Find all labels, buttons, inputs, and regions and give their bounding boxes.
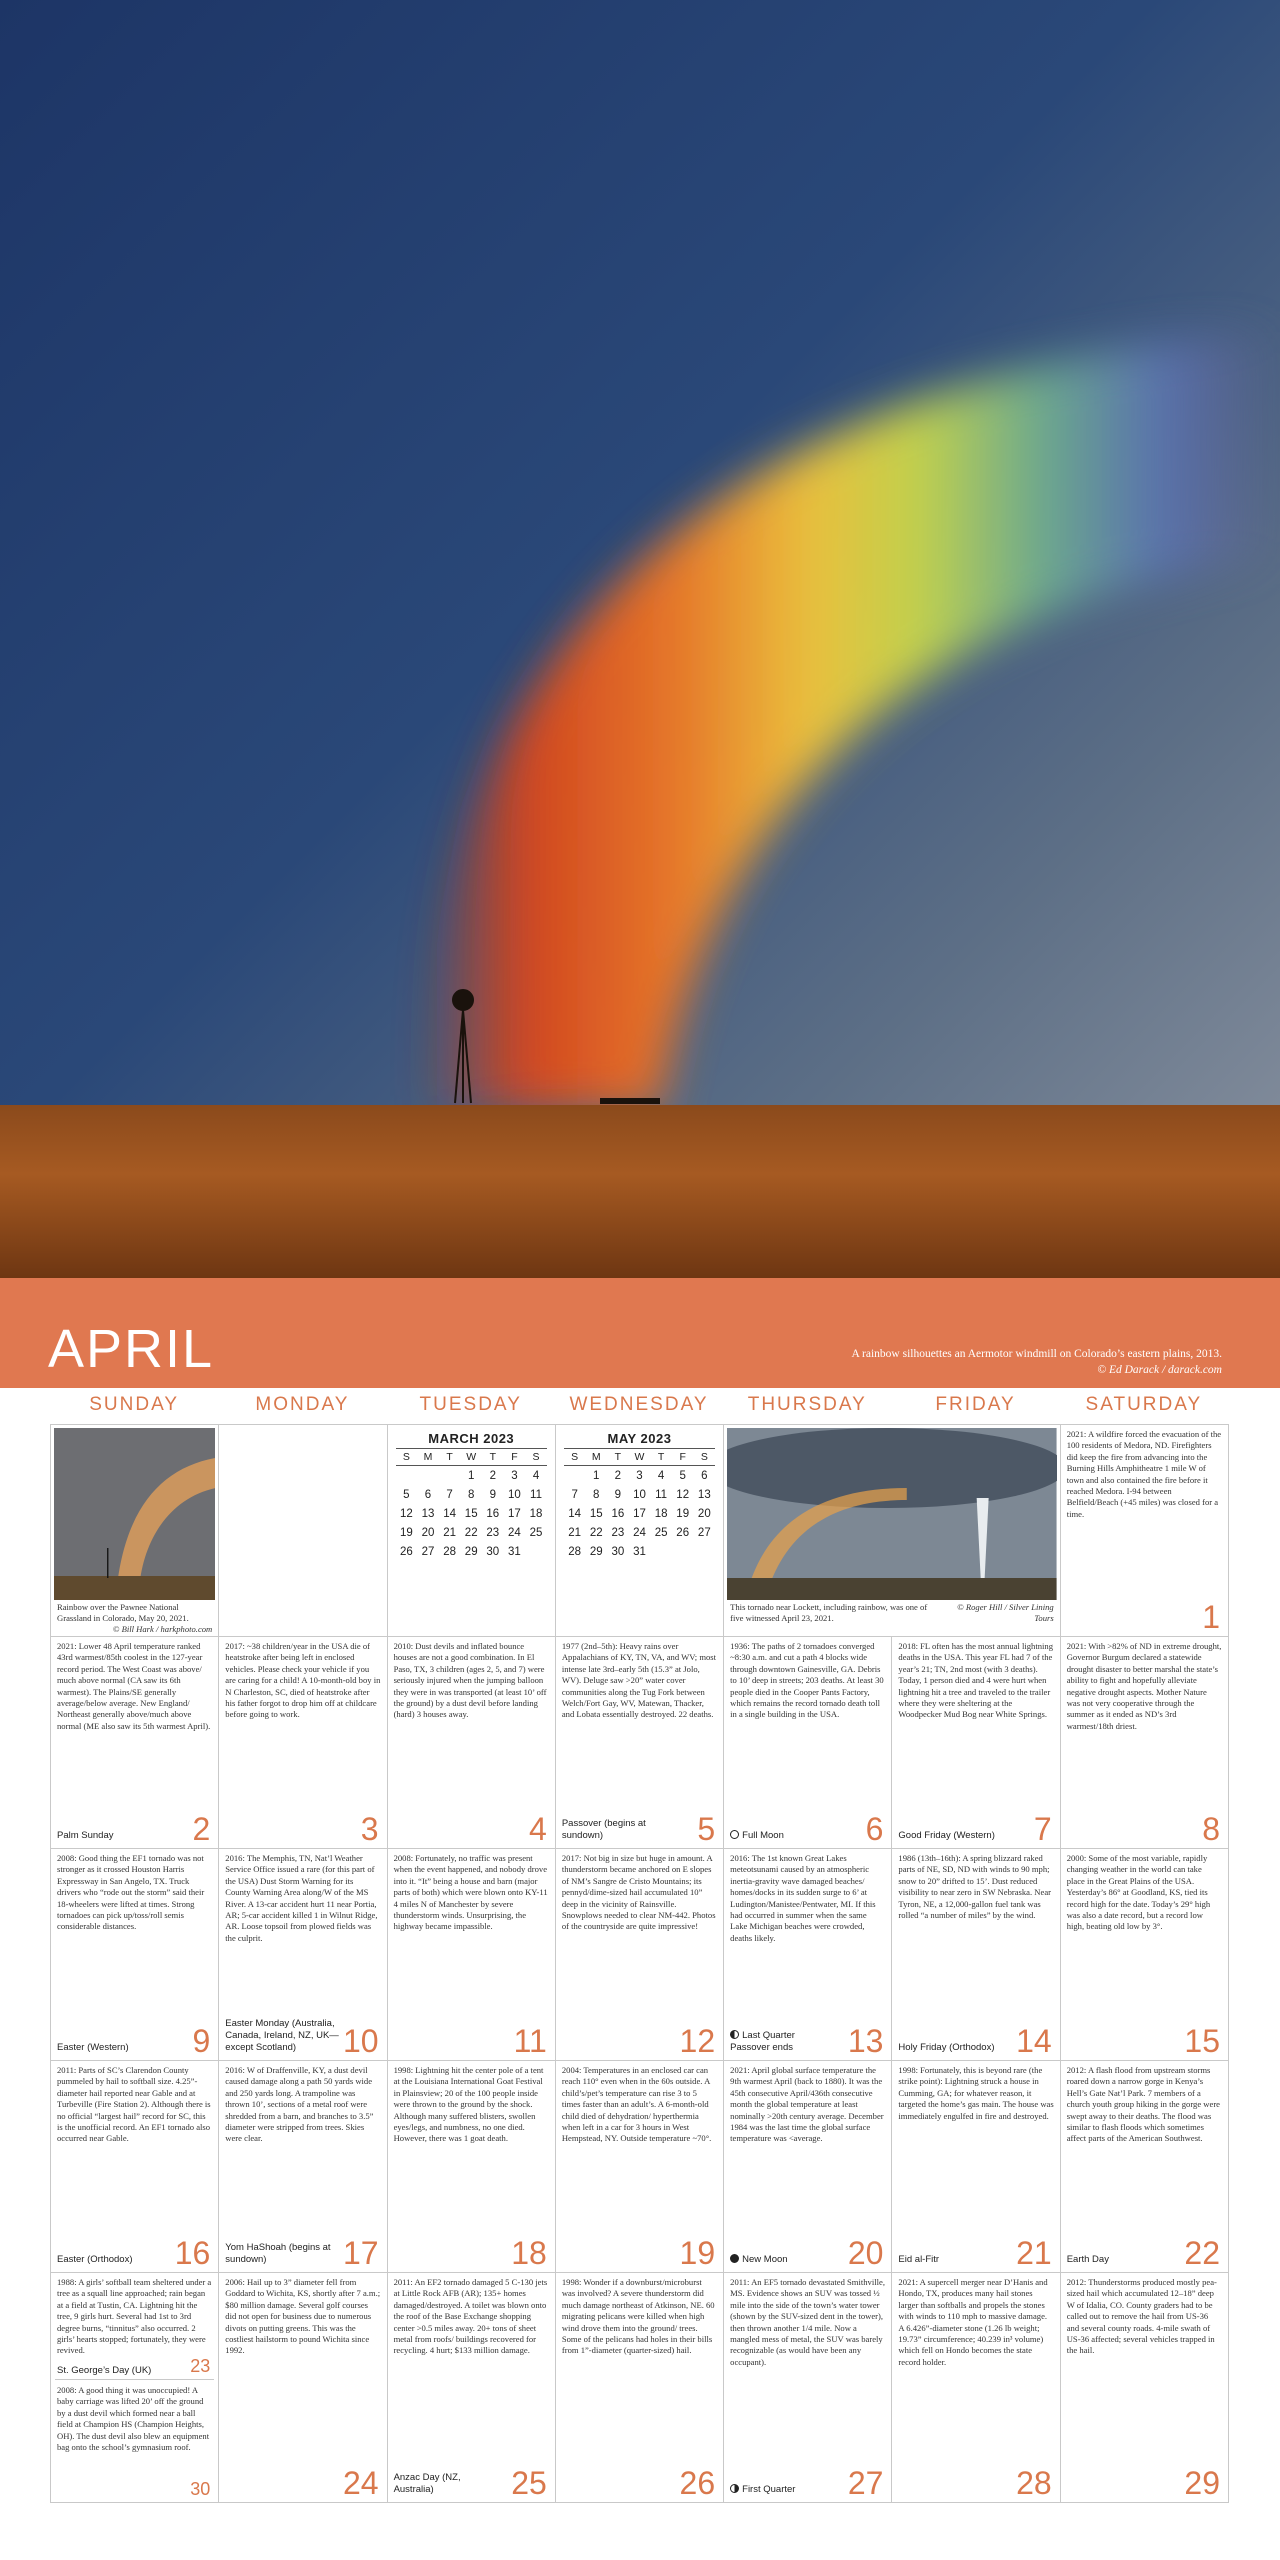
mini-calendar-may xyxy=(556,1425,724,1637)
mini-cal-day: 7 xyxy=(446,1489,453,1501)
day-number: 19 xyxy=(679,2235,716,2271)
mini-cal-day: 28 xyxy=(443,1546,456,1558)
weekday-header xyxy=(50,1390,1228,1420)
day-note: 2011: Parts of SC’s Clarendon County pummeled by hail to softball size. 4.25”-diameter hail reported near Gable and at Turbeville (Fire Station 2). Although there is no official “largest hail” record for SC, this is the unofficial record. An EF1 tornado also occurred near Gable. xyxy=(57,2065,211,2144)
day-number: 8 xyxy=(1202,1811,1220,1847)
holiday-moon xyxy=(730,2030,795,2054)
day-number: 24 xyxy=(342,2465,379,2501)
mini-cal-day: 7 xyxy=(571,1489,578,1501)
mini-cal-day: 20 xyxy=(697,1508,711,1520)
day-note: 2011: An EF5 tornado devastated Smithville, MS. Evidence shows an SUV was tossed ½ mile into the side of the town’s water tower (shown by the SUV-sized dent in the tower), then thrown another 1/4 mile. Now a mangled mess of metal, the SUV was barely recognizable (as would have been any occupant). xyxy=(730,2277,885,2367)
photo-caption xyxy=(662,1346,1222,1378)
day-number: 20 xyxy=(847,2235,884,2271)
day-number: 1 xyxy=(1202,1599,1220,1635)
mini-cal-head: M xyxy=(585,1449,607,1466)
holiday-label: Easter (Western) xyxy=(57,2042,129,2053)
photo-cell-thursday xyxy=(724,1425,1061,1637)
mini-cal-head: S xyxy=(694,1449,716,1466)
caption-credit: © Ed Darack / darack.com xyxy=(1097,1364,1222,1376)
day-note: 2021: A supercell merger near D’Hanis and Hondo, TX, produces many hail stones larger than softballs and propels the stones with winds to 110 mph to massive damage. A 6.426”-diameter stone (1.26 lb weight; 19.73” circumference; 40.239 in³ volume) which fell on Hondo becomes the state record holder. xyxy=(898,2277,1048,2367)
mini-cal-day: 22 xyxy=(464,1527,478,1539)
day-note: 1998: Fortunately, this is beyond rare (the strike point): Lightning struck a house in Cumming, GA; for whatever reason, it targeted the home’s gas main. The house was immediately engulfed in fire and destroyed. xyxy=(898,2065,1054,2121)
mini-cal-title: MAY 2023 xyxy=(607,1431,672,1446)
mini-cal-day: 11 xyxy=(530,1489,542,1501)
day-cell-25 xyxy=(388,2273,556,2503)
mini-cal-head: F xyxy=(672,1449,694,1466)
weekday-wednesday: WEDNESDAY xyxy=(569,1394,709,1415)
holiday-label: Passover (begins at sundown) xyxy=(561,1818,646,1841)
holiday-moon xyxy=(730,1830,784,1842)
day-note: 1998: Wonder if a downburst/microburst was involved? A severe thunderstorm did much damage northeast of Atkinson, NE. 60 migrating pelicans were killed when high wind drove them into the ground/ trees. Some of the pelicans had holes in their bills from 1”-diameter (quarter-sized) hail. xyxy=(561,2277,715,2356)
mini-cal-day: 9 xyxy=(489,1489,496,1501)
mini-cal-title: MARCH 2023 xyxy=(428,1431,515,1446)
mini-cal-day: 8 xyxy=(593,1489,600,1501)
mini-cal-day: 31 xyxy=(508,1546,521,1558)
mini-cal-day: 4 xyxy=(657,1470,665,1482)
day-cell-13 xyxy=(724,1849,892,2061)
day-note: 2000: Some of the most variable, rapidly changing weather in the world can take place in the Great Plains of the USA. Yesterday’s 86° at Goodland, KS, tied its record high for the date. Today’s 29° high was also a date record, but a record low high, beating old low by 3°. xyxy=(1066,1853,1211,1932)
mini-cal-day xyxy=(650,1542,672,1561)
mini-cal-day: 31 xyxy=(633,1546,646,1558)
day-number: 22 xyxy=(1184,2235,1220,2271)
day-cell-20 xyxy=(724,2061,892,2273)
day-cell-18 xyxy=(388,2061,556,2273)
mini-cal-day: 1 xyxy=(593,1470,600,1482)
day-note: 2012: Thunderstorms produced mostly pea-sized hail which accumulated 12–18” deep W of Idalia, CO. County graders had to be called out to remove the hail from US-36 and several county roads. 4-mile swath of US-36 affected; several vehicles trapped in the hail. xyxy=(1066,2277,1217,2356)
mini-cal-day: 21 xyxy=(568,1527,582,1539)
mini-cal-head: F xyxy=(504,1449,526,1466)
holiday-label: Good Friday (Western) xyxy=(898,1830,995,1841)
day-cell-19 xyxy=(556,2061,724,2273)
day-cell-7 xyxy=(892,1637,1060,1849)
day-note: 1998: Lightning hit the center pole of a tent at the Louisiana International Goat Festival in Plainsview; 20 of the 100 people inside were thrown to the ground by the shock. Although many suffered blisters, swollen eyes/legs, and numbness, no one died. However, there was 1 goat death. xyxy=(393,2065,544,2144)
day-note: 2008: Fortunately, no traffic was present when the event happened, and nobody drove into it. “It” being a house and barn (major parts of both) which were blown onto KY-11 4 miles N of Manchester by severe thunderstorm winds. Unsurprising, the highway became impassible. xyxy=(393,1853,548,1932)
day-number: 17 xyxy=(342,2235,379,2271)
day-cell-10 xyxy=(219,1849,387,2061)
thumb-caption-credit: © Roger Hill / Silver Lining Tours xyxy=(957,1602,1054,1623)
mini-cal-day: 4 xyxy=(532,1470,540,1482)
holiday-label: Last Quarter xyxy=(742,2030,795,2041)
day-cell-28 xyxy=(892,2273,1060,2503)
holiday-label: Yom HaShoah (begins at sundown) xyxy=(225,2242,331,2265)
mini-cal-day: 14 xyxy=(568,1508,582,1520)
mini-cal-day: 21 xyxy=(443,1527,456,1539)
mini-cal-day: 28 xyxy=(568,1546,582,1558)
day-number: 25 xyxy=(511,2465,547,2501)
holiday-label: First Quarter xyxy=(742,2484,796,2495)
day-note: 1986 (13th–16th): A spring blizzard raked parts of NE, SD, ND with winds to 90 mph; snow to 20” drifted to 15’. Dust reduced visibility to near zero in SW Nebraska. Near Tyron, NE, a 12,000-gallon fuel tank was rolled “a number of miles” by the wind. xyxy=(898,1853,1051,1921)
day-note: 2012: A flash flood from upstream storms roared down a narrow gorge in Kenya’s Hell’s Gate Nat’l Park. 7 members of a church youth group hiking in the gorge were swept away to their deaths. The flood was similar to flash floods which sometimes affect parts of the American Southwest. xyxy=(1066,2065,1221,2144)
day-number: 30 xyxy=(190,2479,211,2499)
mini-cal-table xyxy=(564,1448,715,1561)
mini-cal-day: 22 xyxy=(589,1527,603,1539)
day-number: 28 xyxy=(1016,2465,1052,2501)
day-number: 16 xyxy=(174,2235,211,2271)
day-cell-23-30 xyxy=(51,2273,219,2503)
weekday-saturday: SATURDAY xyxy=(1085,1394,1203,1415)
day-note: 1988: A girls’ softball team sheltered under a tree as a squall line approached; rain began at a field at Tustin, CA. Lightning hit the tree, 9 girls hurt. Several had 1st to 3rd degree burns, “tinnitus” also occurred. 2 girls’ hearts stopped; fortunately, they were revived. xyxy=(57,2277,212,2356)
full-moon-icon xyxy=(730,1830,739,1839)
mini-cal-day: 26 xyxy=(399,1546,413,1558)
day-number: 4 xyxy=(529,1811,547,1847)
holiday-label: Passover ends xyxy=(730,2042,793,2053)
day-cell-1 xyxy=(1061,1425,1229,1637)
mini-cal-day: 15 xyxy=(589,1508,603,1520)
day-note: 1936: The paths of 2 tornadoes converged ~8:30 a.m. and cut a path 4 blocks wide through downtown Gainesville, GA. Debris to 10’ deep in streets; 203 deaths. At least 30 people died in the Cooper Pants Factory, which remains the record tornado death toll in a single building in the USA. xyxy=(730,1641,884,1720)
mini-cal-day: 10 xyxy=(633,1489,646,1501)
mini-cal-day: 5 xyxy=(679,1470,686,1482)
day-number: 7 xyxy=(1033,1811,1052,1847)
day-note: 2016: The 1st known Great Lakes meteotsunami caused by an atmospheric inertia-gravity wave damaged beaches/ homes/docks in its sudden surge to 6’ at Ludington/Manistee/Pentwater, MI. If this had occurred in summer when the same Lake Michigan beaches were crowded, deaths likely. xyxy=(730,1853,876,1943)
mini-cal-head: T xyxy=(650,1449,672,1466)
mini-cal-day: 6 xyxy=(701,1470,708,1482)
mini-cal-day: 11 xyxy=(655,1489,668,1501)
mini-cal-day: 3 xyxy=(511,1470,518,1482)
day-number: 29 xyxy=(1184,2465,1220,2501)
day-number: 11 xyxy=(513,2023,547,2059)
mini-cal-day: 2 xyxy=(489,1470,496,1482)
photo-caption-sunday xyxy=(57,1602,212,1635)
day-cell-16 xyxy=(51,2061,219,2273)
day-cell-17 xyxy=(219,2061,387,2273)
tornado-thumbnail xyxy=(727,1428,1057,1600)
day-note: 2011: An EF2 tornado damaged 5 C-130 jets at Little Rock AFB (AR); 135+ homes damaged/destroyed. A toilet was blown onto the roof of the Base Exchange shopping center >0.5 miles away. 20+ tons of sheet metal from roofs/ buildings recovered for recycling. 4 hurt; $133 million damage. xyxy=(393,2277,548,2356)
caption-text: A rainbow silhouettes an Aermotor windmill on Colorado’s eastern plains, 2013. xyxy=(851,1348,1222,1360)
day-cell-2 xyxy=(51,1637,219,1849)
mini-cal-day: 5 xyxy=(403,1489,410,1501)
mini-cal-day: 18 xyxy=(654,1508,668,1520)
month-title: APRIL xyxy=(48,1319,215,1379)
mini-cal-day: 12 xyxy=(399,1508,413,1520)
mini-cal-head: S xyxy=(564,1449,586,1466)
day-number: 6 xyxy=(865,1811,884,1847)
mini-cal-day xyxy=(694,1542,716,1561)
day-cell-8 xyxy=(1061,1637,1229,1849)
day-number: 26 xyxy=(679,2465,716,2501)
day-number: 12 xyxy=(679,2023,716,2059)
weekday-tuesday: TUESDAY xyxy=(419,1394,522,1415)
day-note: 2017: Not big in size but huge in amount. A thunderstorm became anchored on E slopes of NM’s Sangre de Cristo Mountains; its pennyd/dime-sized hail accumulated 10” deep in the vicinity of Rainsville. Snowplows needed to clear NM-442. Photos of the countryside are quite impressive! xyxy=(561,1853,716,1932)
day-cell-6 xyxy=(724,1637,892,1849)
day-note: 2021: Lower 48 April temperature ranked 43rd warmest/85th coolest in the 127-year record period. The West Coast was above/ much above normal (CA saw its 6th warmest). The Plains/SE generally average/below average. New England/ Northeast generally above/much above normal (ME also saw its 5th warmest April). xyxy=(57,1641,211,1731)
mini-cal-day: 18 xyxy=(529,1508,543,1520)
holiday-label: Earth Day xyxy=(1066,2254,1109,2265)
day-cell-22 xyxy=(1061,2061,1229,2273)
day-number: 14 xyxy=(1016,2023,1052,2059)
day-number: 21 xyxy=(1016,2235,1052,2271)
mini-cal-day: 23 xyxy=(611,1527,625,1539)
mini-cal-day xyxy=(417,1466,439,1486)
day-note: 2016: The Memphis, TN, Nat’l Weather Service Office issued a rare (for this part of the USA) Dust Storm Warning for its County Warning Area along/W of the MS River. A 13-car accident hurt 11 near Portia, AR; 5-car accident killed 1 in Wilnut Ridge, AR. Loose topsoil from plowed fields was the culprit. xyxy=(225,1853,378,1943)
day-number: 13 xyxy=(847,2023,884,2059)
day-note: 2010: Dust devils and inflated bounce houses are not a good combination. In El Paso, TX, 3 children (ages 2, 5, and 7) were seriously injured when the jumping balloon they were in was transported (at least 10’ off the ground) by a dust devil before landing (hard) 3 houses away. xyxy=(393,1641,547,1720)
day-cell-27 xyxy=(724,2273,892,2503)
mini-cal-day: 16 xyxy=(486,1508,500,1520)
empty-cell-monday xyxy=(219,1425,387,1637)
mini-cal-day: 29 xyxy=(464,1546,478,1558)
day-note: 2018: FL often has the most annual lightning deaths in the USA. This year FL had 7 of the year’s 21; TN, 2nd most (with 3 deaths). Today, 1 person died and 4 were hurt when lightning hit a tree and traveled to the trailer where they were sheltering at the Woodpecker Mud Bog near White Springs. xyxy=(898,1641,1054,1720)
day-cell-5 xyxy=(556,1637,724,1849)
weekday-monday: MONDAY xyxy=(255,1394,350,1415)
mini-cal-day: 25 xyxy=(654,1527,668,1539)
day-cell-15 xyxy=(1061,1849,1229,2061)
day-note: 2006: Hail up to 3” diameter fell from Goddard to Wichita, KS, shortly after 7 a.m.; $80 million damage. Several golf courses did not open for business due to numerous divots on putting greens. This was the costliest hailstorm to pound Wichita since 1992. xyxy=(225,2277,381,2356)
day-note: 2021: With >82% of ND in extreme drought, Governor Burgum declared a statewide drought disaster to better marshal the state’s ability to fight and hopefully alleviate negative drought aspects. Mother Nature was not very cooperative through the summer as it ended as ND’s 3rd warmest/18th driest. xyxy=(1066,1641,1222,1731)
mini-cal-day: 25 xyxy=(529,1527,543,1539)
day-number: 27 xyxy=(847,2465,884,2501)
mini-cal-day: 17 xyxy=(508,1508,521,1520)
holiday-label: Eid al-Fitr xyxy=(898,2254,940,2265)
holiday-moon xyxy=(730,2254,787,2266)
mini-cal-day xyxy=(672,1542,694,1561)
day-note: 2021: A wildfire forced the evacuation of the 100 residents of Medora, ND. Firefighters did keep the fire from advancing into the Burning Hills Amphitheatre 1 mile W of town and also contained the fire before it reached Medora. I-94 between Belfield/Beach (+45 miles) was closed for a time. xyxy=(1066,1429,1222,1519)
day-note: 2021: April global surface temperature the 9th warmest April (back to 1880). It was the 45th consecutive April/436th consecutive month the global temperature at least nominally >20th century average. December 1984 was the last time the global surface temperature was <average. xyxy=(730,2065,884,2144)
day-note: 1977 (2nd–5th): Heavy rains over Appalachians of KY, TN, VA, and WV; most intense late 3rd–early 5th (15.3” at Jolo, WV). Deluge saw >20” water cover communities along the Tug Fork between Welch/Fort Gay, WV, Matewan, Thacker, and Lobata essentially destroyed. 22 deaths. xyxy=(561,1641,717,1720)
split-divider xyxy=(55,2379,214,2380)
mini-cal-day: 20 xyxy=(421,1527,435,1539)
mini-cal-day: 19 xyxy=(676,1508,690,1520)
day-number: 18 xyxy=(511,2235,547,2271)
mini-cal-day: 13 xyxy=(421,1508,435,1520)
holiday-label: Easter (Orthodox) xyxy=(57,2254,133,2265)
mini-cal-day: 27 xyxy=(697,1527,711,1539)
day-cell-4 xyxy=(388,1637,556,1849)
photo-caption-thursday xyxy=(730,1602,1054,1624)
day-number: 15 xyxy=(1184,2023,1220,2059)
day-note: 2004: Temperatures in an enclosed car can reach 110° even when in the 60s outside. A child’s/pet’s temperature can rise 3 to 5 times faster than an adult’s. A 6-month-old child died of dehydration/ hyperthermia when left in a car for 3 hours in West Hempstead, NY. Outside temperature ~70°. xyxy=(561,2065,712,2144)
mini-cal-head: S xyxy=(396,1449,418,1466)
mini-cal-day: 30 xyxy=(486,1546,500,1558)
mini-cal-head: W xyxy=(629,1449,651,1466)
mini-cal-day: 12 xyxy=(676,1489,690,1501)
day-cell-3 xyxy=(219,1637,387,1849)
day-cell-9 xyxy=(51,1849,219,2061)
day-note: 2017: ~38 children/year in the USA die of heatstroke after being left in enclosed vehicles. Please check your vehicle if you are caring for a child! A 10-month-old boy in N Charleston, SC, died of heatstroke after his father forgot to drop him off at childcare before going to work. xyxy=(225,1641,381,1720)
mini-cal-day: 30 xyxy=(611,1546,625,1558)
mini-cal-day: 1 xyxy=(467,1470,475,1482)
day-cell-21 xyxy=(892,2061,1060,2273)
mini-cal-day: 15 xyxy=(464,1508,478,1520)
mini-cal-day: 16 xyxy=(611,1508,625,1520)
day-number: 3 xyxy=(360,1811,379,1847)
day-number: 2 xyxy=(192,1811,211,1847)
mini-cal-day: 6 xyxy=(424,1489,432,1501)
mini-cal-day: 10 xyxy=(508,1489,521,1501)
mini-cal-day xyxy=(525,1542,547,1561)
day-cell-14 xyxy=(892,1849,1060,2061)
day-number: 9 xyxy=(192,2023,211,2059)
holiday-label: Easter Monday (Australia, Canada, Ireland, NZ, UK—except Scotland) xyxy=(225,2018,339,2053)
mini-cal-head: S xyxy=(525,1449,547,1466)
new-moon-icon xyxy=(730,2254,739,2263)
first-quarter-moon-icon xyxy=(730,2484,739,2493)
holiday-label: Full Moon xyxy=(742,1830,784,1841)
mini-cal-day: 27 xyxy=(421,1546,435,1558)
day-cell-11 xyxy=(388,1849,556,2061)
mini-cal-day: 24 xyxy=(633,1527,646,1539)
mini-cal-head: M xyxy=(417,1449,439,1466)
weekday-sunday: SUNDAY xyxy=(89,1394,180,1415)
mini-cal-day xyxy=(564,1466,586,1486)
mini-cal-day: 9 xyxy=(614,1489,622,1501)
holiday-label: New Moon xyxy=(742,2254,788,2265)
mini-cal-day xyxy=(396,1466,418,1486)
day-cell-29 xyxy=(1061,2273,1229,2503)
mini-cal-day: 3 xyxy=(636,1470,643,1482)
holiday-label: St. George’s Day (UK) xyxy=(57,2365,152,2376)
holiday-label: Holy Friday (Orthodox) xyxy=(898,2042,995,2053)
day-note: 2008: A good thing it was unoccupied! A baby carriage was lifted 20’ off the ground by a dust devil which formed near a ball field at Champion HS (Champion Heights, OH). The dust devil also blew an equipment bag onto the school’s gymnasium roof. xyxy=(57,2385,210,2453)
mini-cal-day: 24 xyxy=(508,1527,521,1539)
holiday-moon xyxy=(730,2484,795,2496)
mini-cal-day: 2 xyxy=(614,1470,622,1482)
mini-cal-day xyxy=(439,1466,461,1486)
day-note: 2008: Good thing the EF1 tornado was not stronger as it crossed Houston Harris Expressway in San Angelo, TX. Truck drivers who “rode out the storm” said their 18-wheelers were lifted at times. Strong tornadoes can pick up/toss/roll semis considerable distances. xyxy=(57,1853,205,1932)
holiday-label: Palm Sunday xyxy=(57,1830,114,1841)
mini-cal-day: 8 xyxy=(467,1489,475,1501)
mini-cal-day: 29 xyxy=(589,1546,603,1558)
mini-cal-head: W xyxy=(460,1449,482,1466)
thumb-caption-credit: © Bill Hark / harkphoto.com xyxy=(112,1624,213,1634)
mini-cal-head: T xyxy=(607,1449,629,1466)
holiday-label: Anzac Day (NZ, Australia) xyxy=(393,2472,461,2495)
photo-cell-sunday xyxy=(51,1425,219,1637)
mini-cal-day: 13 xyxy=(697,1489,711,1501)
hero-photo xyxy=(0,0,1280,1278)
day-number: 23 xyxy=(190,2356,211,2376)
day-number: 10 xyxy=(342,2023,379,2059)
last-quarter-moon-icon xyxy=(730,2030,739,2039)
rainbow-thumbnail xyxy=(54,1428,215,1600)
mini-cal-table xyxy=(396,1448,547,1561)
thumb-caption-text: Rainbow over the Pawnee National Grassland in Colorado, May 20, 2021. xyxy=(57,1602,189,1623)
mini-cal-head: T xyxy=(482,1449,504,1466)
mini-cal-day: 23 xyxy=(486,1527,500,1539)
day-note: 2016: W of Draffenville, KY, a dust devil caused damage along a path 50 yards wide and 250 yards long. A trampoline was thrown 10’, sections of a metal roof were shredded from a barn, and branches to 3.5” diameter were stripped from trees. Skies were clear. xyxy=(225,2065,374,2144)
day-number: 5 xyxy=(697,1811,716,1847)
calendar-grid xyxy=(50,1424,1229,2503)
day-cell-12 xyxy=(556,1849,724,2061)
mini-cal-head: T xyxy=(439,1449,461,1466)
mini-calendar-march xyxy=(388,1425,556,1637)
day-cell-26 xyxy=(556,2273,724,2503)
weekday-thursday: THURSDAY xyxy=(747,1394,867,1415)
mini-cal-day: 14 xyxy=(443,1508,456,1520)
thumb-caption-text: This tornado near Lockett, including rainbow, was one of five witnessed April 23, 2021. xyxy=(730,1602,928,1623)
day-cell-24 xyxy=(219,2273,387,2503)
mini-cal-day: 26 xyxy=(676,1527,690,1539)
weekday-friday: FRIDAY xyxy=(935,1394,1016,1415)
mini-cal-day: 17 xyxy=(633,1508,646,1520)
mini-cal-day: 19 xyxy=(399,1527,413,1539)
